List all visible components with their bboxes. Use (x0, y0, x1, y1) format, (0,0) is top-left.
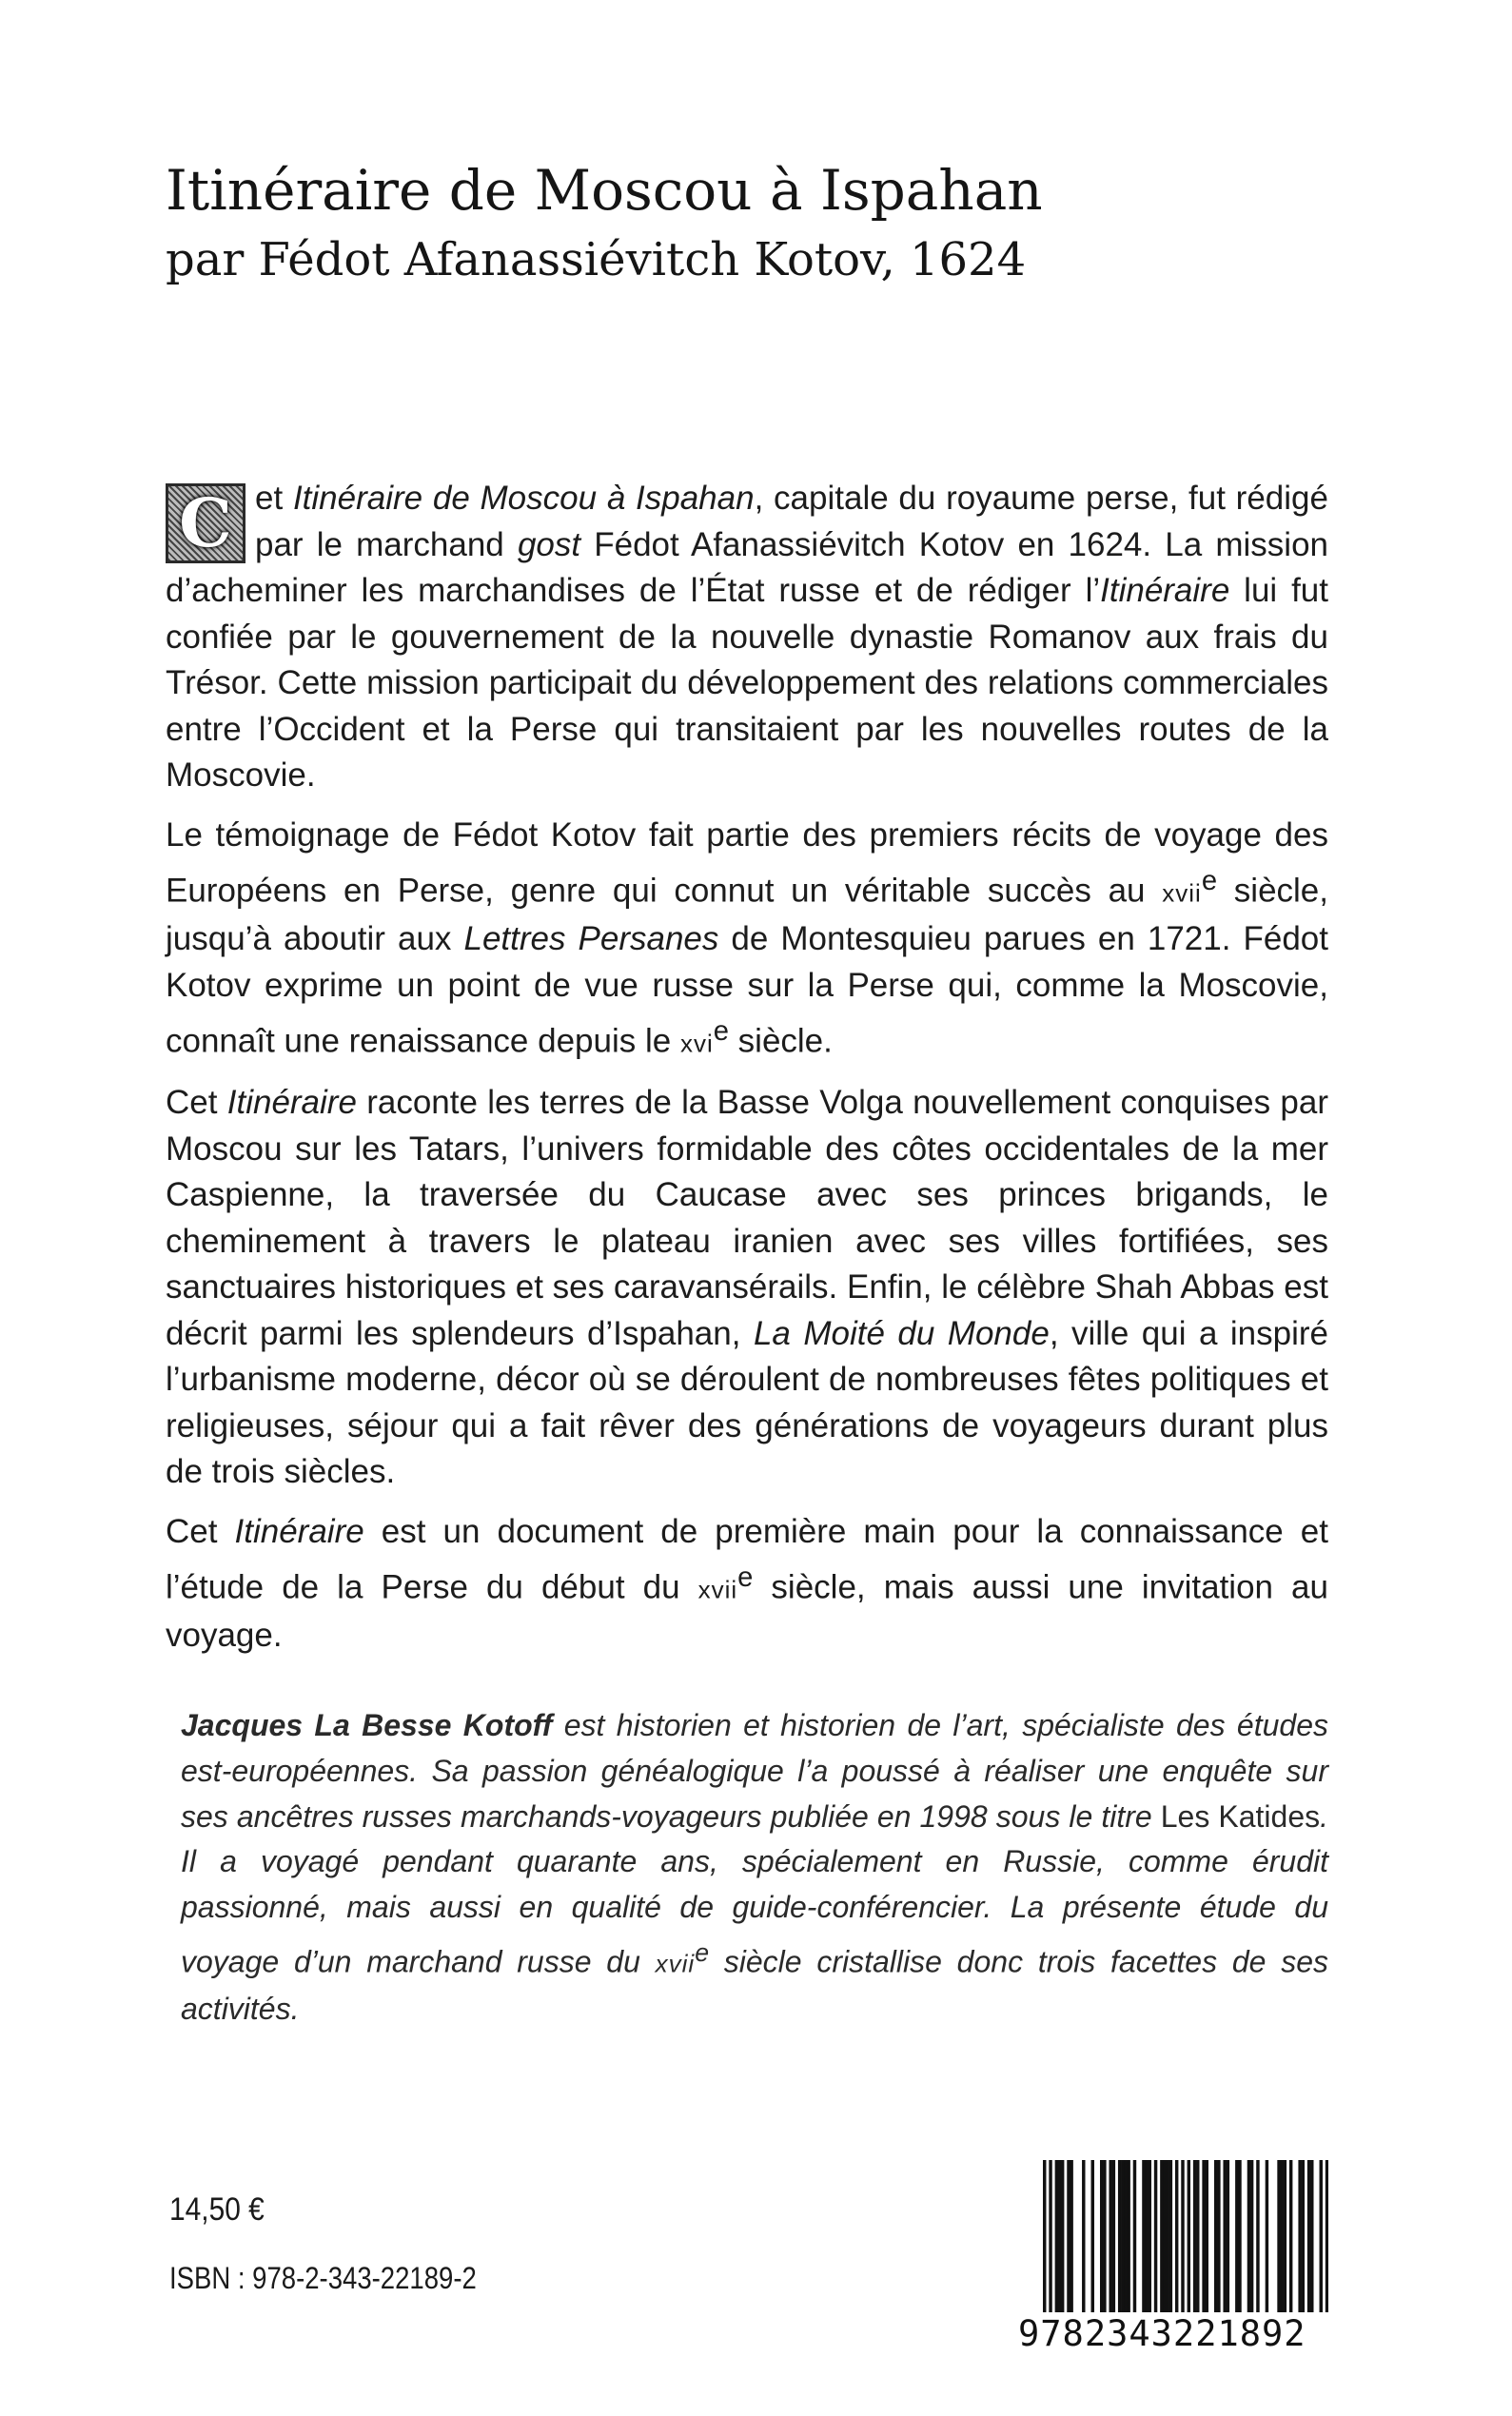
barcode-bar (1118, 2160, 1121, 2312)
summary-paragraph-3 (166, 1080, 1328, 1496)
barcode-bar (1055, 2160, 1058, 2312)
superscript: e (737, 1562, 754, 1594)
text-run: siècle cristallise donc trois facettes de ses activités. (181, 1944, 1329, 2027)
barcode-bar (1091, 2160, 1094, 2312)
superscript: e (713, 1016, 729, 1048)
barcode (1018, 2160, 1332, 2362)
barcode-bar (1124, 2160, 1127, 2312)
text-run: . Il a voyagé pendant quarante ans, spécialement en Russie, comme érudit passionné, mais aussi en qualité de guide-conférencier. La présente étude du voyage d’un marchand russe du (181, 1798, 1329, 1979)
barcode-bar (1206, 2160, 1208, 2312)
barcode-bars (1043, 2160, 1328, 2312)
century-numeral: xvii (1162, 878, 1202, 908)
text-run: Cet (166, 1084, 227, 1122)
barcode-bar (1325, 2160, 1328, 2312)
author-biography (181, 1703, 1328, 2033)
barcode-bar (1121, 2160, 1124, 2312)
title-block (166, 152, 1355, 291)
text-run: siècle. (728, 1022, 833, 1060)
barcode-bar (1310, 2160, 1313, 2312)
barcode-bar (1284, 2160, 1286, 2312)
text-run: de Montesquieu parues en 1721. Fédot Kotov exprime un point de vue russe sur la Perse qui, comme la Moscovie, connaît une renaissance depuis le (166, 920, 1328, 1060)
text-run: Le témoignage de Fédot Kotov fait partie des premiers récits de voyage des Européens en Perse, genre qui connut un véritable succès au (166, 815, 1328, 910)
barcode-bar (1298, 2160, 1301, 2312)
barcode-bar (1235, 2160, 1238, 2312)
book-title: Itinéraire de Moscou à Ispahan (166, 158, 1043, 223)
book-subtitle: par Fédot Afanassiévitch Kotov, 1624 (166, 233, 1027, 286)
italic-title: Lettres Persanes (463, 920, 719, 958)
italic-title: Itinéraire (1100, 572, 1230, 609)
summary-paragraph-2 (166, 813, 1328, 1068)
barcode-bar (1227, 2160, 1229, 2312)
barcode-bar (1256, 2160, 1259, 2312)
text-run: siècle, jusqu’à aboutir aux (166, 872, 1329, 958)
superscript: e (695, 1937, 710, 1967)
barcode-bar (1175, 2160, 1178, 2312)
barcode-bar (1109, 2160, 1111, 2312)
barcode-bar (1247, 2160, 1250, 2312)
book-reference: Les Katides (1160, 1798, 1321, 1834)
italic-title: Itinéraire de Moscou à Ispahan (292, 480, 755, 517)
barcode-bar (1100, 2160, 1103, 2312)
isbn-label: ISBN : 978-2-343-22189-2 (169, 2261, 477, 2295)
century-numeral: xvi (679, 1029, 714, 1058)
text-run: siècle, mais aussi une invitation au voyage. (166, 1568, 1328, 1655)
italic-title: Itinéraire (226, 1084, 357, 1122)
barcode-bar (1181, 2160, 1184, 2312)
barcode-number: 9782343221892 (1018, 2313, 1306, 2354)
barcode-bar (1082, 2160, 1085, 2312)
barcode-bar (1160, 2160, 1163, 2312)
barcode-bar (1196, 2160, 1199, 2312)
century-numeral: xvii (697, 1575, 738, 1604)
italic-title: Itinéraire (234, 1512, 364, 1550)
text-run: lui fut confiée par le gouvernement de la nouvelle dynastie Romanov aux frais du Trésor. Cette mission participait du développement des relations commerciales entre l’Occident et la Perse qui transitaient par les nouvelles routes de la Moscovie. (166, 572, 1328, 794)
barcode-bar (1067, 2160, 1070, 2312)
text-run: , capitale du royaume perse, fut rédigé par le marchand (255, 480, 1328, 563)
barcode-bar (1061, 2160, 1064, 2312)
barcode-bar (1103, 2160, 1106, 2312)
ornamental-dropcap (166, 483, 245, 563)
barcode-bar (1289, 2160, 1292, 2312)
barcode-bar (1163, 2160, 1166, 2312)
barcode-bar (1250, 2160, 1253, 2312)
barcode-bar (1238, 2160, 1241, 2312)
italic-term: gost (517, 525, 581, 563)
barcode-bar (1112, 2160, 1115, 2312)
barcode-bar (1049, 2160, 1051, 2312)
text-run: est un document de première main pour la connaissance et l’étude de la Perse du début du (166, 1512, 1328, 1606)
barcode-bar (1070, 2160, 1072, 2312)
barcode-bar (1127, 2160, 1129, 2312)
summary-paragraph-4 (166, 1509, 1328, 1660)
dropcap-letter: C (179, 483, 232, 562)
text-run: , ville qui a inspiré l’urbanisme moderne, décor où se déroulent de nombreuses fêtes politiques et religieuses, séjour qui a fait rêver des générations de voyageurs durant plus de trois siècles. (166, 1314, 1328, 1491)
barcode-bar (1133, 2160, 1136, 2312)
text-run: Cet (166, 1512, 235, 1550)
barcode-bar (1058, 2160, 1061, 2312)
superscript: e (1201, 866, 1218, 896)
barcode-bar (1154, 2160, 1157, 2312)
text-run: raconte les terres de la Basse Volga nouvellement conquises par Moscou sur les Tatars, l’univers formidable des côtes occidentales de la mer Caspienne, la traversée du Caucase avec ses princes brigands, le cheminement à travers le plateau iranien avec ses villes fortifiées, ses sanctuaires historiques et ses caravansérails. Enfin, le célèbre Shah Abbas est décrit parmi les splendeurs d’Ispahan, (166, 1084, 1328, 1352)
century-numeral: xvii (655, 1949, 696, 1978)
barcode-bar (1217, 2160, 1220, 2312)
summary-text (166, 476, 1328, 1673)
text-run: est historien et historien de l’art, spécialiste des études est-européennes. Sa passion généalogique l’a poussé à réaliser une enquête sur ses ancêtres russes marchands-voyageurs publiée en 1998 sous le titre (181, 1708, 1329, 1834)
barcode-bar (1145, 2160, 1148, 2312)
summary-paragraph-1 (166, 476, 1328, 799)
text-run: Fédot Afanassiévitch Kotov en 1624. La mission d’acheminer les marchandises de l’État russe et de rédiger l’ (166, 525, 1328, 609)
barcode-bar (1166, 2160, 1168, 2312)
author-name: Jacques La Besse Kotoff (181, 1708, 553, 1742)
barcode-bar (1320, 2160, 1323, 2312)
italic-title: La Moité du Monde (753, 1314, 1050, 1352)
text-run: et (255, 480, 293, 517)
barcode-bar (1223, 2160, 1226, 2312)
barcode-bar (1169, 2160, 1172, 2312)
barcode-bar (1188, 2160, 1190, 2312)
barcode-bar (1043, 2160, 1046, 2312)
barcode-bar (1202, 2160, 1205, 2312)
barcode-bar (1193, 2160, 1196, 2312)
barcode-bar (1302, 2160, 1305, 2312)
barcode-bar (1266, 2160, 1268, 2312)
barcode-bar (1277, 2160, 1280, 2312)
barcode-bar (1149, 2160, 1151, 2312)
barcode-bar (1307, 2160, 1310, 2312)
barcode-bar (1142, 2160, 1145, 2312)
barcode-bar (1214, 2160, 1217, 2312)
barcode-bar (1280, 2160, 1283, 2312)
price-label: 14,50 € (169, 2191, 265, 2228)
